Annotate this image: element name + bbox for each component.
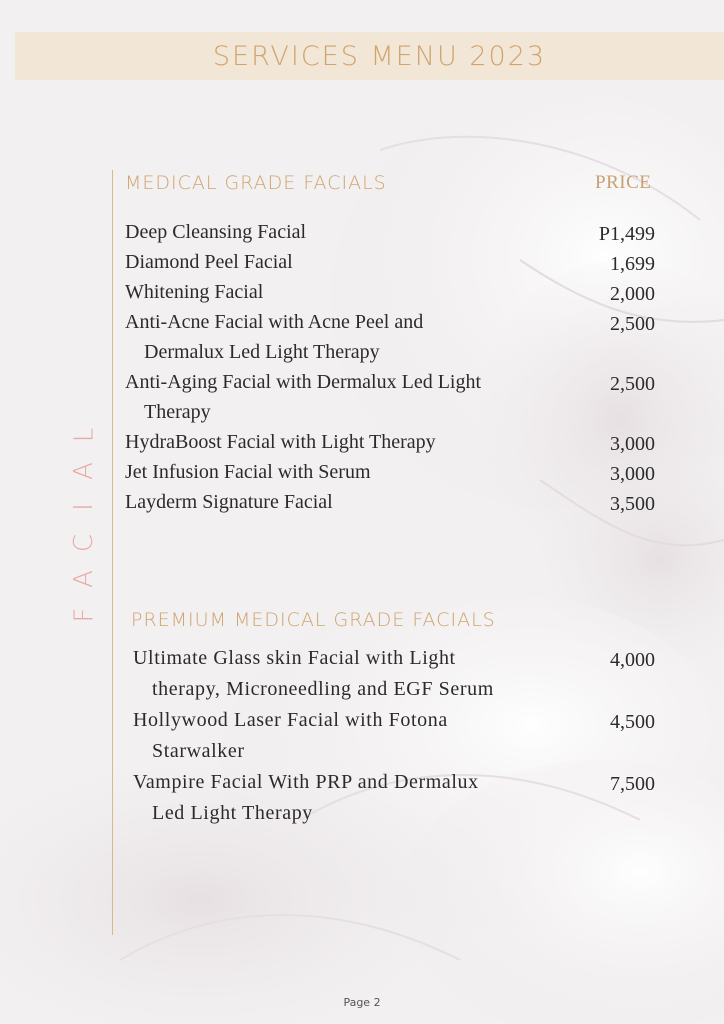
category-label-facial — [66, 420, 102, 630]
item-name-continued: therapy, Microneedling and EGF Serum — [152, 678, 494, 700]
list-item — [125, 487, 655, 517]
category-letter: F — [69, 607, 99, 623]
category-letter: A — [68, 462, 99, 480]
list-item — [125, 367, 655, 427]
item-price: 2,500 — [610, 373, 655, 395]
item-name: Whitening Facial — [125, 281, 264, 303]
item-name: Vampire Facial With PRP and Dermalux — [133, 771, 479, 793]
section-heading-premium-medical-grade-facials: PREMIUM MEDICAL GRADE FACIALS — [131, 609, 496, 631]
list-item — [125, 427, 655, 457]
item-price: 4,000 — [610, 649, 655, 671]
item-name: Deep Cleansing Facial — [125, 221, 307, 243]
item-name-continued: Dermalux Led Light Therapy — [144, 341, 380, 363]
section-heading-medical-grade-facials: MEDICAL GRADE FACIALS — [125, 172, 387, 194]
vertical-divider — [112, 170, 113, 935]
list-item — [133, 643, 655, 705]
item-name: Hollywood Laser Facial with Fotona — [133, 709, 448, 731]
medical-grade-facials-list — [125, 217, 655, 517]
category-letter: L — [69, 427, 99, 443]
item-price: 3,500 — [610, 493, 655, 515]
item-name: Jet Infusion Facial with Serum — [125, 461, 371, 483]
category-letter: C — [69, 533, 99, 553]
premium-facials-list — [133, 643, 655, 829]
item-name: Ultimate Glass skin Facial with Light — [133, 647, 456, 669]
item-name: HydraBoost Facial with Light Therapy — [125, 431, 436, 453]
header-band — [15, 32, 724, 80]
category-letter: A — [68, 570, 99, 588]
page-title: SERVICES MENU 2023 — [212, 40, 547, 72]
list-item — [125, 457, 655, 487]
item-name: Diamond Peel Facial — [125, 251, 293, 273]
item-price: 1,699 — [610, 253, 655, 275]
item-name: Anti-Aging Facial with Dermalux Led Light — [125, 371, 482, 393]
item-name-continued: Therapy — [144, 401, 211, 423]
item-name: Anti-Acne Facial with Acne Peel and — [125, 311, 424, 333]
item-name: Layderm Signature Facial — [125, 491, 333, 513]
page-number: Page 2 — [343, 996, 381, 1009]
item-price: 3,000 — [610, 433, 655, 455]
item-price: 7,500 — [610, 773, 655, 795]
list-item — [125, 247, 655, 277]
list-item — [133, 767, 655, 829]
price-column-heading: PRICE — [595, 172, 652, 193]
item-price: 3,000 — [610, 463, 655, 485]
item-price: 2,000 — [610, 283, 655, 305]
list-item — [133, 705, 655, 767]
item-price: 4,500 — [610, 711, 655, 733]
list-item — [125, 217, 655, 247]
item-price: P1,499 — [598, 223, 655, 245]
item-price: 2,500 — [610, 313, 655, 335]
category-letter: I — [68, 503, 99, 511]
item-name-continued: Starwalker — [152, 740, 245, 762]
list-item — [125, 307, 655, 367]
list-item — [125, 277, 655, 307]
item-name-continued: Led Light Therapy — [152, 802, 313, 824]
